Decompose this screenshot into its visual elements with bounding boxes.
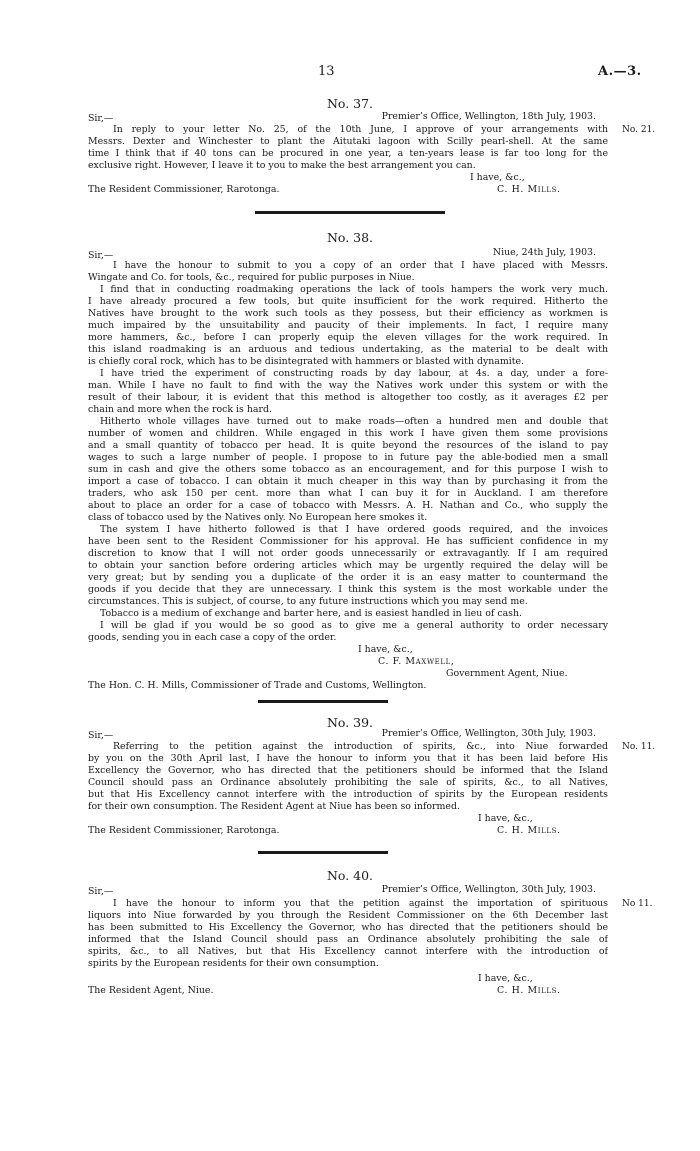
body-line: Natives have brought to the work such tools as they possess, but their efficiency as workmen is [88,308,608,319]
body-line: Hitherto whole villages have turned out to make roads—often a hundred men and double that [100,416,608,427]
running-header [0,64,700,82]
letter-address-date: Premier’s Office, Wellington, 30th July, 1903. [381,884,596,895]
section-divider [255,211,445,214]
body-line: informed that the Island Council should pass an Ordinance absolutely prohibiting the sale of [88,934,608,945]
body-line: have been sent to the Resident Commissioner for his approval. He has sufficient confidence in my [88,536,608,547]
closing: I have, &c., [358,644,413,655]
body-line: circumstances. This is subject, of course, to any future instructions which you may send me. [88,596,528,607]
body-line: man. While I have no fault to find with the way the Natives work under this system or with the [88,380,608,391]
body-line: I have already procured a few tools, but quite insufficient for the work required. Hitherto the [88,296,608,307]
body-line: I have the honour to inform you that the petition against the importation of spirituous [113,898,608,909]
body-line: class of tobacco used by the Natives only. No European here smokes it. [88,512,428,523]
body-line: Tobacco is a medium of exchange and barter here, and is easiest handled in lieu of cash. [100,608,522,619]
addressee: The Resident Agent, Niue. [88,985,214,996]
body-line: exclusive right. However, I leave it to you to make the best arrangement you can. [88,160,476,171]
body-line: is chiefly coral rock, which has to be disintegrated with hammers or blasted with dynamite. [88,356,525,367]
closing: I have, &c., [470,172,525,183]
letter-address-date: Niue, 24th July, 1903. [492,247,596,258]
body-line: has been submitted to His Excellency the Governor, who has directed that the petitioners should be [88,922,608,933]
body-line: this island roadmaking is an arduous and tedious undertaking, as the material to be dealt with [88,344,608,355]
body-line: and a small quantity of tobacco per head. It is quite beyond the resources of the island to pay [88,440,608,451]
addressee: The Resident Commissioner, Rarotonga. [88,825,280,836]
body-line: goods, sending you in each case a copy of the order. [88,632,337,643]
margin-reference: No. 21. [622,125,656,135]
body-line: Wingate and Co. for tools, &c., required for public purposes in Niue. [88,272,415,283]
letter-address-date: Premier’s Office, Wellington, 30th July, 1903. [381,728,596,739]
body-line: by you on the 30th April last, I have the honour to inform you that it has been laid before His [88,753,608,764]
letter-number: No. 38. [326,230,374,245]
body-line: The system I have hitherto followed is that I have ordered goods required, and the invoices [100,524,608,535]
addressee: The Resident Commissioner, Rarotonga. [88,184,280,195]
letter-number: No. 40. [326,868,374,883]
signature-title: Government Agent, Niue. [446,668,568,679]
letter-number: No. 37. [326,96,374,111]
body-line: discretion to know that I will not order goods unnecessarily or extravagantly. If I am required [88,548,608,559]
body-line: I have tried the experiment of constructing roads by day labour, at 4s. a day, under a fore- [100,368,608,379]
body-line: more hammers, &c., before I can properly equip the eleven villages for the work required. In [88,332,608,343]
body-line: Messrs. Dexter and Winchester to plant the Aitutaki lagoon with Scilly pearl-shell. At the same [88,136,608,147]
body-line: I have the honour to submit to you a copy of an order that I have placed with Messrs. [113,260,608,271]
body-line: goods if you decide that they are unnecessary. I think this system is the most workable under the [88,584,608,595]
body-line: spirits, &c., to all Natives, but that His Excellency cannot interfere with the introduction of [88,946,608,957]
body-line: to obtain your sanction before ordering articles which may be urgently required the delay will be [88,560,608,571]
signature: C. H. Mills. [497,184,561,195]
body-line: Council should pass an Ordinance absolutely prohibiting the sale of spirits, &c., to all Natives, [88,777,608,788]
body-line: import a case of tobacco. I can obtain it much cheaper in this way than by purchasing it from the [88,476,608,487]
body-line: wages to such a large number of people. I propose to in future pay the able-bodied men a small [88,452,608,463]
body-line: much impaired by the unsuitability and paucity of their implements. In fact, I require many [88,320,608,331]
body-line: chain and more when the rock is hard. [88,404,272,415]
body-line: result of their labour, it is evident that this method is altogether too costly, as it averages £2 per [88,392,608,403]
body-line: very great; but by sending you a duplicate of the order it is an easy matter to countermand the [88,572,608,583]
document-reference: A.—3. [598,64,642,79]
body-line: spirits by the European residents for their own consumption. [88,958,379,969]
body-line: liquors into Niue forwarded by you through the Resident Commissioner on the 6th December last [88,910,608,921]
margin-reference: No. 11. [622,742,656,752]
body-line: sum in cash and give the others some tobacco as an encouragement, and for this purpose I wish to [88,464,608,475]
margin-reference: No 11. [622,899,653,909]
body-line: but that His Excellency cannot interfere with the introduction of spirits by the European residents [88,789,608,800]
signature: C. F. Maxwell, [378,656,455,667]
section-divider [258,851,388,854]
closing: I have, &c., [478,973,533,984]
closing: I have, &c., [478,813,533,824]
body-line: Excellency the Governor, who has directed that the petitioners should be informed that the Island [88,765,608,776]
salutation: Sir,— [88,730,114,741]
body-line: for their own consumption. The Resident Agent at Niue has been so informed. [88,801,460,812]
salutation: Sir,— [88,250,114,261]
page-number: 13 [318,64,335,79]
signature: C. H. Mills. [497,985,561,996]
body-line: Referring to the petition against the introduction of spirits, &c., into Niue forwarded [113,741,608,752]
signature: C. H. Mills. [497,825,561,836]
body-line: In reply to your letter No. 25, of the 10th June, I approve of your arrangements with [113,124,608,135]
letter-number: No. 39. [326,715,374,730]
letter-address-date: Premier’s Office, Wellington, 18th July, 1903. [381,111,596,122]
addressee: The Hon. C. H. Mills, Commissioner of Trade and Customs, Wellington. [88,680,427,691]
body-line: time I think that if 40 tons can be procured in one year, a ten-years lease is far too long for the [88,148,608,159]
body-line: I will be glad if you would be so good as to give me a general authority to order necessary [100,620,608,631]
body-line: I find that in conducting roadmaking operations the lack of tools hampers the work very much. [100,284,608,295]
body-line: traders, who ask 150 per cent. more than what I can buy it for in Auckland. I am therefore [88,488,608,499]
salutation: Sir,— [88,113,114,124]
section-divider [258,700,388,703]
salutation: Sir,— [88,886,114,897]
body-line: about to place an order for a case of tobacco with Messrs. A. H. Nathan and Co., who supply the [88,500,608,511]
body-line: number of women and children. While engaged in this work I have given them some provisions [88,428,608,439]
